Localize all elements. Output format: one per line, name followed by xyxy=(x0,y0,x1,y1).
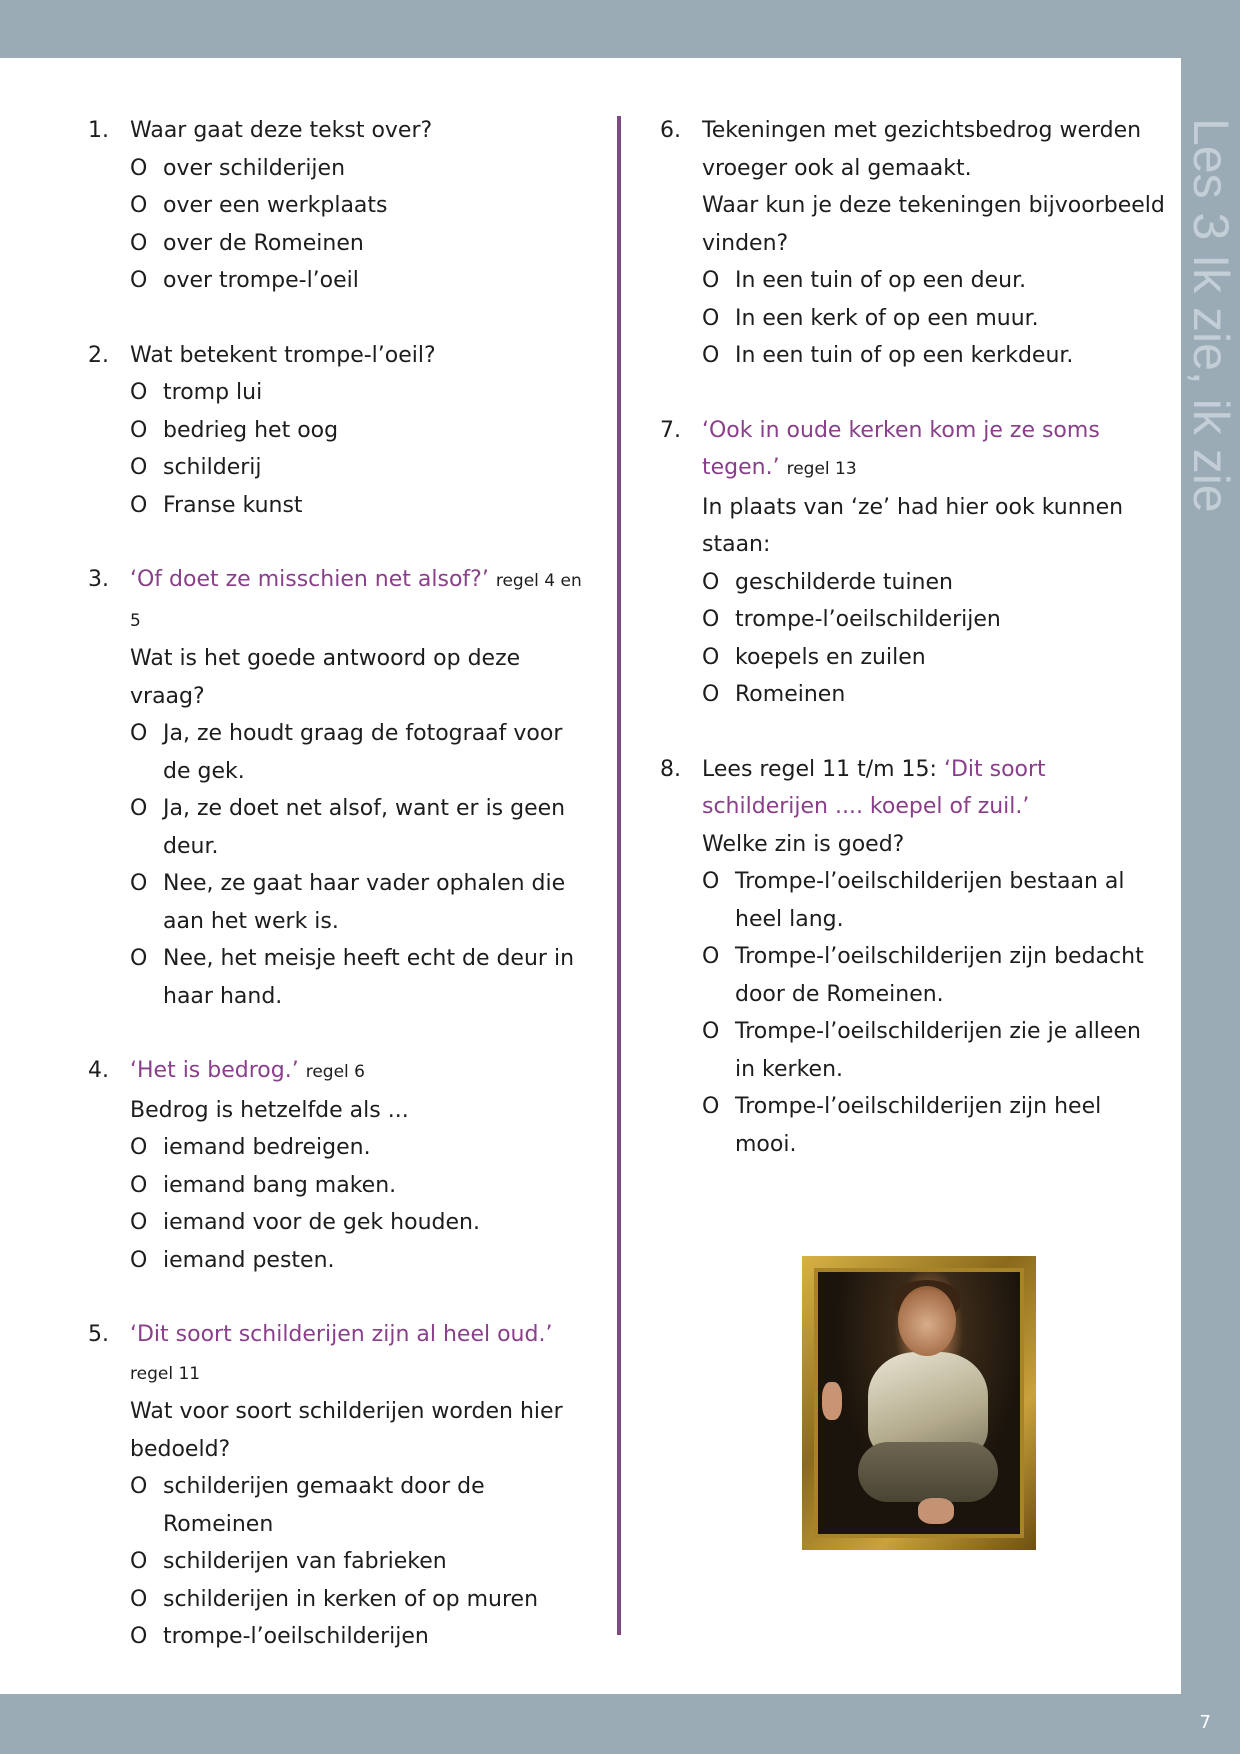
answer-option[interactable] xyxy=(660,676,1165,714)
answer-option[interactable] xyxy=(88,412,588,450)
answer-option-label: bedrieg het oog xyxy=(163,417,339,443)
answer-circle[interactable]: O xyxy=(130,417,148,443)
question-text xyxy=(660,187,1165,262)
question-text-content: Wat betekent trompe-l’oeil? xyxy=(130,342,436,368)
painting-figure-head xyxy=(898,1286,956,1356)
question-text-content: Wat is het goede antwoord op deze vraag? xyxy=(130,646,521,709)
answer-option[interactable] xyxy=(88,1204,588,1242)
answer-circle[interactable]: O xyxy=(130,796,148,821)
answer-option-label: over trompe-l’oeil xyxy=(163,268,359,293)
question-quote: ‘Dit soort schilderijen zijn al heel oud.’ xyxy=(130,1322,553,1347)
answer-option-label: schilderijen gemaakt door de Romeinen xyxy=(163,1474,485,1537)
answer-option[interactable] xyxy=(88,487,588,525)
question-prompt xyxy=(660,112,1165,187)
answer-option-label: Nee, ze gaat haar vader ophalen die aan het werk is. xyxy=(163,871,566,934)
answer-circle[interactable]: O xyxy=(130,1624,148,1649)
answer-circle[interactable]: O xyxy=(702,644,720,670)
answer-option[interactable] xyxy=(660,1013,1165,1088)
answer-option[interactable] xyxy=(88,374,588,412)
question-7 xyxy=(660,412,1165,714)
answer-option[interactable] xyxy=(88,1543,588,1581)
answer-option[interactable] xyxy=(660,564,1165,602)
question-4 xyxy=(88,1052,588,1279)
answer-option[interactable] xyxy=(660,262,1165,300)
answer-circle[interactable]: O xyxy=(702,268,720,293)
answer-option-label: trompe-l’oeilschilderijen xyxy=(163,1624,429,1649)
answer-option-label: Trompe-l’oeilschilderijen zie je alleen in kerken. xyxy=(735,1019,1141,1082)
answer-option[interactable] xyxy=(88,1242,588,1280)
answer-circle[interactable]: O xyxy=(702,305,720,331)
question-line-reference: regel 4 en 5 xyxy=(130,571,582,631)
answer-circle[interactable]: O xyxy=(130,1474,148,1499)
question-text xyxy=(88,1393,588,1468)
answer-option-label: iemand bedreigen. xyxy=(163,1135,371,1160)
answer-option-label: Romeinen xyxy=(735,682,846,707)
question-text xyxy=(660,489,1165,564)
answer-option-label: schilderijen van fabrieken xyxy=(163,1549,447,1574)
answer-circle[interactable]: O xyxy=(130,1586,148,1612)
question-1 xyxy=(88,112,588,300)
question-text-content: Waar gaat deze tekst over? xyxy=(130,118,433,143)
answer-circle[interactable]: O xyxy=(130,268,148,293)
answer-circle[interactable]: O xyxy=(702,944,720,969)
question-number: 8. xyxy=(660,756,681,782)
answer-option-label: Nee, het meisje heeft echt de deur in haar hand. xyxy=(163,946,575,1009)
answer-option-label: In een tuin of op een deur. xyxy=(735,268,1027,293)
question-quote: ‘Of doet ze misschien net alsof?’ xyxy=(130,567,489,592)
question-number: 3. xyxy=(88,567,109,592)
answer-option[interactable] xyxy=(660,938,1165,1013)
answer-circle[interactable]: O xyxy=(130,155,148,181)
answer-option-label: Trompe-l’oeilschilderijen zijn bedacht door de Romeinen. xyxy=(735,944,1144,1007)
column-divider xyxy=(617,116,621,1635)
question-prompt xyxy=(88,112,588,150)
answer-option-label: schilderijen in kerken of op muren xyxy=(163,1586,539,1612)
question-2 xyxy=(88,337,588,525)
question-prompt xyxy=(88,1316,588,1393)
question-text-content: Welke zin is goed? xyxy=(702,831,905,857)
answer-option[interactable] xyxy=(88,449,588,487)
answer-option-label: Trompe-l’oeilschilderijen zijn heel mooi. xyxy=(735,1094,1102,1157)
side-title-wrap xyxy=(1181,118,1240,698)
answer-option[interactable] xyxy=(88,262,588,300)
question-text xyxy=(88,1092,588,1130)
answer-option[interactable] xyxy=(88,865,588,940)
question-number: 5. xyxy=(88,1322,109,1347)
answer-circle[interactable]: O xyxy=(702,343,720,368)
answer-circle[interactable]: O xyxy=(702,1019,720,1044)
answer-option-label: over de Romeinen xyxy=(163,230,364,256)
question-quote: ‘Dit soort schilderijen .... koepel of zuil.’ xyxy=(702,756,1046,819)
question-number: 1. xyxy=(88,118,109,143)
answer-option-label: schilderij xyxy=(163,455,262,480)
question-6 xyxy=(660,112,1165,375)
answer-option[interactable] xyxy=(88,150,588,188)
answer-option[interactable] xyxy=(88,1468,588,1543)
answer-option-label: Franse kunst xyxy=(163,492,303,518)
answer-option[interactable] xyxy=(660,300,1165,338)
answer-option[interactable] xyxy=(88,1581,588,1619)
answer-option-label: koepels en zuilen xyxy=(735,644,926,670)
painting-canvas xyxy=(814,1268,1024,1538)
question-line-reference: regel 6 xyxy=(305,1062,365,1082)
answer-circle[interactable]: O xyxy=(130,871,148,896)
answer-circle[interactable]: O xyxy=(130,721,148,746)
answer-option[interactable] xyxy=(88,1618,588,1656)
question-prompt xyxy=(88,337,588,375)
answer-option[interactable] xyxy=(660,601,1165,639)
answer-option[interactable] xyxy=(88,225,588,263)
question-text-content: Bedrog is hetzelfde als ... xyxy=(130,1097,409,1123)
question-text-content: Waar kun je deze tekeningen bijvoorbeeld vinden? xyxy=(702,193,1165,256)
answer-option-label: over schilderijen xyxy=(163,155,346,181)
question-text-content: Tekeningen met gezichtsbedrog werden vroeger ook al gemaakt. xyxy=(702,118,1142,181)
answer-circle[interactable]: O xyxy=(130,455,148,480)
question-5 xyxy=(88,1316,588,1656)
question-line-reference: regel 13 xyxy=(786,459,857,479)
left-column xyxy=(88,112,588,1693)
answer-circle[interactable]: O xyxy=(130,492,148,518)
answer-option-label: over een werkplaats xyxy=(163,193,388,218)
question-8 xyxy=(660,751,1165,1164)
trompe-loeil-painting xyxy=(802,1256,1036,1550)
answer-circle[interactable]: O xyxy=(130,1172,148,1198)
answer-option-label: iemand bang maken. xyxy=(163,1172,397,1198)
answer-option-label: iemand pesten. xyxy=(163,1247,335,1273)
answer-circle[interactable]: O xyxy=(130,1549,148,1574)
answer-circle[interactable]: O xyxy=(702,869,720,894)
right-column xyxy=(660,112,1165,1200)
question-prompt xyxy=(88,561,588,640)
answer-option[interactable] xyxy=(88,715,588,790)
answer-circle[interactable]: O xyxy=(130,193,148,218)
question-line-reference: regel 11 xyxy=(130,1363,201,1384)
answer-option-label: In een kerk of op een muur. xyxy=(735,305,1039,331)
question-3 xyxy=(88,561,588,1015)
question-text xyxy=(660,826,1165,864)
answer-circle[interactable]: O xyxy=(702,569,720,595)
answer-option-label: Trompe-l’oeilschilderijen bestaan al heel lang. xyxy=(735,869,1125,932)
question-number: 6. xyxy=(660,118,681,143)
answer-option[interactable] xyxy=(660,1088,1165,1163)
answer-circle[interactable]: O xyxy=(702,682,720,707)
question-lead: Lees regel 11 t/m 15: xyxy=(702,756,937,782)
question-number: 4. xyxy=(88,1058,109,1083)
answer-option-label: In een tuin of op een kerkdeur. xyxy=(735,343,1074,368)
answer-option-label: iemand voor de gek houden. xyxy=(163,1210,480,1235)
painting-figure-hand xyxy=(822,1382,842,1420)
answer-option-label: Ja, ze houdt graag de fotograaf voor de gek. xyxy=(163,721,563,784)
answer-option[interactable] xyxy=(88,790,588,865)
question-text-content: Wat voor soort schilderijen worden hier bedoeld? xyxy=(130,1399,563,1462)
answer-circle[interactable]: O xyxy=(702,1094,720,1119)
side-title: Les 3 Ik zie, ik zie xyxy=(1183,118,1239,513)
question-quote: ‘Het is bedrog.’ xyxy=(130,1058,299,1083)
question-prompt xyxy=(660,751,1165,826)
answer-option-label: Ja, ze doet net alsof, want er is geen deur. xyxy=(163,796,566,859)
question-prompt xyxy=(88,1052,588,1092)
answer-circle[interactable]: O xyxy=(130,380,148,405)
answer-option-label: trompe-l’oeilschilderijen xyxy=(735,607,1001,632)
top-band xyxy=(0,0,1240,58)
answer-circle[interactable]: O xyxy=(130,1135,148,1160)
answer-option[interactable] xyxy=(88,940,588,1015)
bottom-band xyxy=(0,1694,1240,1754)
answer-option[interactable] xyxy=(660,639,1165,677)
page-number: 7 xyxy=(1199,1712,1211,1733)
question-quote: ‘Ook in oude kerken kom je ze soms tegen.’ xyxy=(702,417,1100,480)
painting-figure-leg xyxy=(858,1442,998,1502)
answer-option[interactable] xyxy=(88,1167,588,1205)
answer-circle[interactable]: O xyxy=(130,1210,148,1235)
answer-circle[interactable]: O xyxy=(130,230,148,256)
question-text xyxy=(88,640,588,715)
answer-option[interactable] xyxy=(660,863,1165,938)
painting-figure-foot xyxy=(918,1498,954,1524)
question-text-content: In plaats van ‘ze’ had hier ook kunnen staan: xyxy=(702,494,1124,557)
answer-option-label: geschilderde tuinen xyxy=(735,569,953,595)
question-number: 7. xyxy=(660,417,681,443)
answer-option[interactable] xyxy=(660,337,1165,375)
question-prompt xyxy=(660,412,1165,489)
answer-circle[interactable]: O xyxy=(702,607,720,632)
question-number: 2. xyxy=(88,342,109,368)
answer-option[interactable] xyxy=(88,187,588,225)
answer-circle[interactable]: O xyxy=(130,946,148,971)
answer-option[interactable] xyxy=(88,1129,588,1167)
answer-option-label: tromp lui xyxy=(163,380,263,405)
answer-circle[interactable]: O xyxy=(130,1247,148,1273)
